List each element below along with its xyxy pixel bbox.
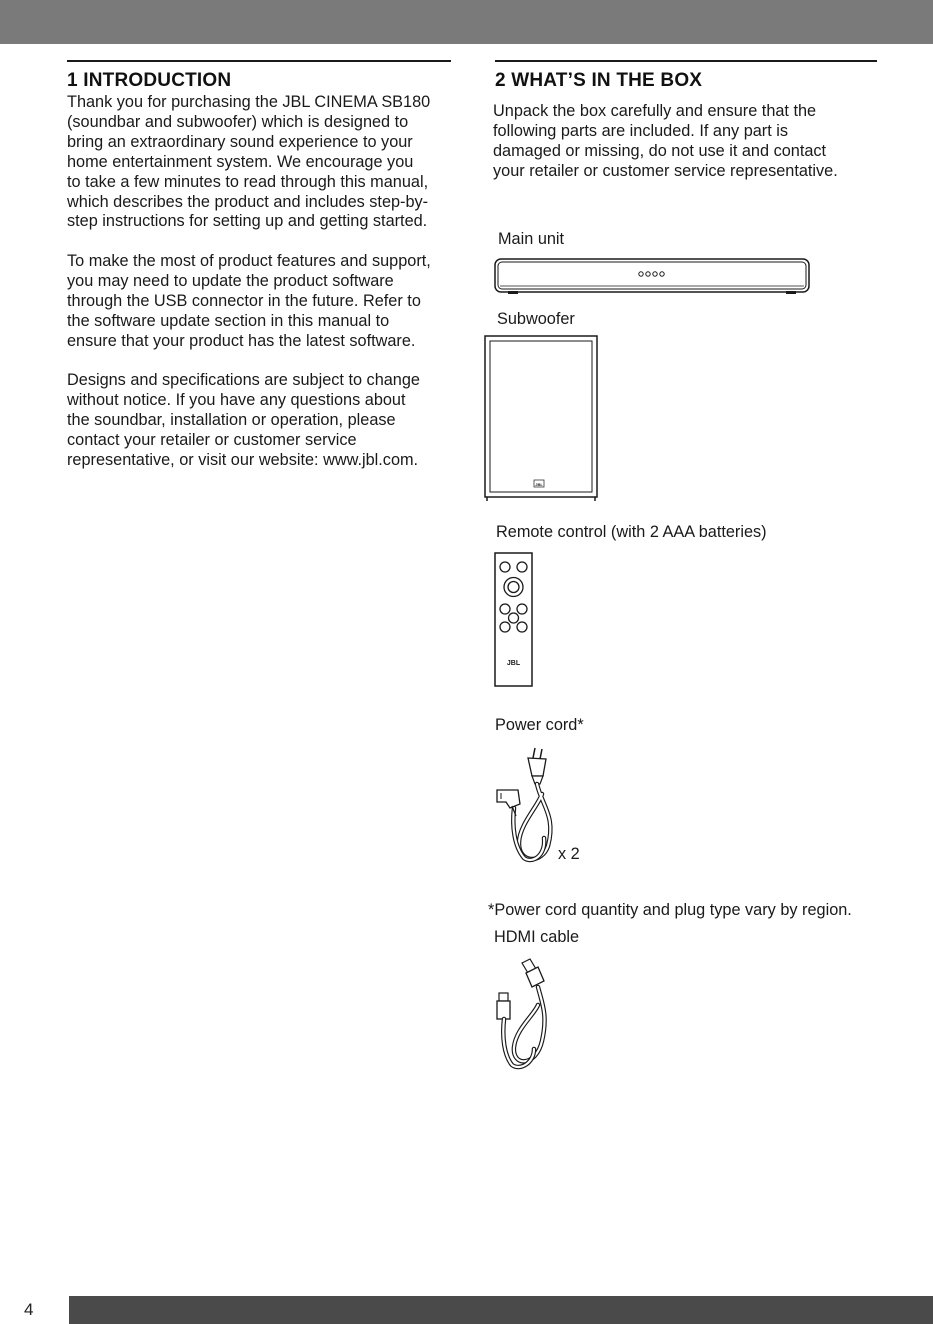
remote-logo: JBL	[506, 660, 521, 667]
subwoofer-icon	[484, 335, 599, 501]
intro-paragraph-3: Designs and specifications are subject to change without notice. If you have any questions about the soundbar, installation or operation, please contact your retailer or customer service representative, or visit our website: www.jbl.com.	[67, 371, 420, 469]
power-cord-footnote: *Power cord quantity and plug type vary by region.	[488, 901, 852, 919]
box-rule	[495, 60, 877, 62]
intro-paragraph-1: Thank you for purchasing the JBL CINEMA SB180 (soundbar and subwoofer) which is designed to bring an extraordinary sound experience to your home entertainment system. We encourage you to take a few minutes to read through this manual, which describes the product and includes step-by- step instructions for setting up and getting started.	[67, 93, 431, 231]
power-cord-quantity: x 2	[558, 845, 580, 863]
footer-bar	[69, 1296, 933, 1324]
page-number: 4	[24, 1300, 34, 1319]
box-paragraph: Unpack the box carefully and ensure that the following parts are included. If any part is damaged or missing, do not use it and contact your retailer or customer service representative.	[493, 102, 838, 180]
box-heading: 2 WHAT’S IN THE BOX	[495, 70, 703, 91]
remote-control-icon	[494, 552, 534, 688]
item-label-subwoofer: Subwoofer	[497, 310, 575, 328]
subwoofer-logo: JBL	[535, 482, 543, 487]
item-label-hdmi-cable: HDMI cable	[494, 928, 580, 946]
intro-rule	[67, 60, 451, 62]
item-label-remote: Remote control (with 2 AAA batteries)	[496, 523, 767, 541]
item-label-main-unit: Main unit	[498, 230, 565, 248]
hdmi-cable-icon	[494, 957, 564, 1073]
intro-paragraph-2: To make the most of product features and support, you may need to update the product software through the USB connector in the future. Refer to the software update section in this manual to ensure that your product has the latest software.	[67, 252, 431, 350]
item-label-power-cord: Power cord*	[495, 716, 584, 734]
intro-heading: 1 INTRODUCTION	[67, 70, 232, 91]
soundbar-icon	[494, 257, 810, 295]
header-bar	[0, 0, 933, 44]
